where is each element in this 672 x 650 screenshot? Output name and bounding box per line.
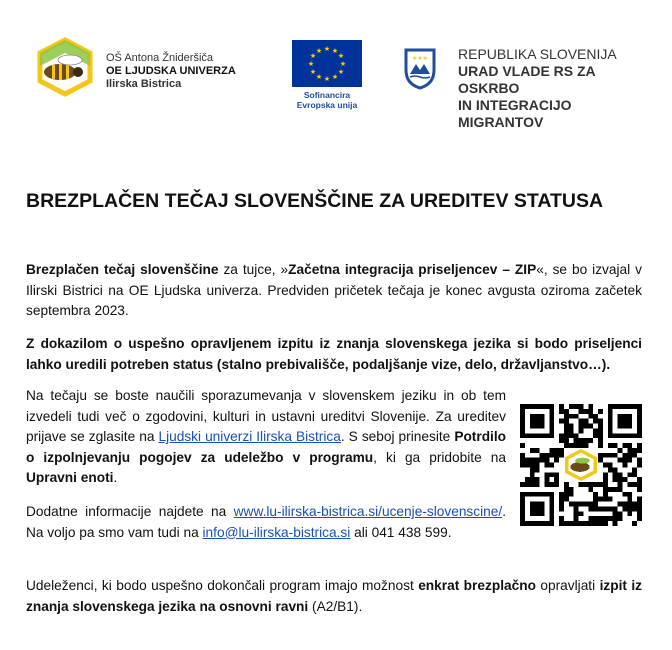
program-name-bold: Začetna integracija priseljencev – ZIP — [288, 262, 537, 277]
course-info-paragraph — [26, 386, 506, 489]
svg-text:★: ★ — [339, 60, 347, 68]
svg-text:★: ★ — [315, 47, 323, 55]
status-paragraph: Z dokazilom o uspešno opravljenem izpitu iz znanja slovenskega jezika si bodo priseljenci lahko uredili potreben status (stalno prebivališče, podaljšanje vize, delo, državljanstvo…). — [26, 336, 642, 372]
eu-caption-line1: Sofinancira — [303, 90, 351, 100]
school-bee-logo-icon — [30, 36, 100, 98]
exam-text-3: (A2/B1). — [308, 598, 363, 614]
course-info-text-2: . S seboj prinesite — [340, 429, 455, 444]
svg-text:★★★: ★★★ — [411, 55, 429, 62]
contact-text-3: ali 041 438 599. — [350, 524, 452, 540]
exam-text-2: opravljati — [535, 578, 600, 593]
course-info-text-4: . — [113, 470, 118, 485]
school-unit: OE LJUDSKA UNIVERZA — [106, 65, 236, 77]
gov-line3: IN INTEGRACIJO MIGRANTOV — [458, 97, 572, 130]
course-name-bold: Brezplačen tečaj slovenščine — [26, 262, 219, 277]
gov-line1: REPUBLIKA SLOVENIJA — [458, 46, 617, 62]
svg-text:★: ★ — [323, 45, 331, 53]
website-link[interactable]: www.lu-ilirska-bistrica.si/ucenje-slovenscine/ — [233, 504, 503, 519]
exam-paragraph — [26, 576, 642, 617]
course-info-text-1: Na tečaju se boste naučili sporazumevanja v slovenskem jeziku in ob tem izvedeli tudi več o zgodovini, kulturi in ustavni ureditvi Slovenije. Za ureditev prijave se zglasite na — [26, 388, 506, 444]
intro-paragraph — [26, 260, 642, 322]
contact-paragraph — [26, 502, 506, 543]
svg-text:★: ★ — [309, 68, 317, 76]
government-logo — [400, 44, 660, 130]
exam-text-1: Udeleženci, ki bodo uspešno dokončali program imajo možnost — [26, 578, 419, 593]
intro-text-1: za tujce, » — [218, 262, 289, 277]
gov-line2: URAD VLADE RS ZA OSKRBO — [458, 63, 596, 96]
document-title: BREZPLAČEN TEČAJ SLOVENŠČINE ZA UREDITEV STATUSA — [26, 190, 604, 212]
eu-logo — [292, 40, 362, 120]
slovenia-coat-of-arms-icon — [402, 46, 438, 90]
svg-text:★: ★ — [307, 60, 315, 68]
ljudska-univerza-link[interactable]: Ljudski univerzi Ilirska Bistrica — [158, 429, 341, 444]
svg-text:★: ★ — [315, 73, 323, 81]
svg-text:★: ★ — [331, 73, 339, 81]
free-once-bold: enkrat brezplačno — [418, 578, 536, 593]
svg-text:★: ★ — [337, 52, 345, 60]
course-info-text-3: , ki ga pridobite na — [373, 449, 507, 465]
svg-text:★: ★ — [309, 52, 317, 60]
eu-flag-icon — [292, 40, 362, 87]
contact-text-2: . Na voljo pa smo vam tudi na — [26, 504, 506, 540]
school-logo — [30, 36, 250, 96]
qr-code-icon[interactable] — [520, 404, 642, 526]
eu-caption-line2: Evropska unija — [296, 100, 358, 110]
svg-text:★: ★ — [323, 75, 331, 83]
contact-text-1: Dodatne informacije najdete na — [26, 504, 234, 519]
svg-text:★: ★ — [337, 68, 345, 76]
email-link[interactable]: info@lu-ilirska-bistrica.si — [202, 524, 351, 540]
school-town: Ilirska Bistrica — [106, 78, 182, 90]
exam-level-bold: izpit iz znanja slovenskega jezika na osnovni ravni — [26, 578, 643, 614]
certificate-bold: Potrdilo o izpolnjevanju pogojev za udeležbo v programu — [26, 429, 507, 465]
upravna-enota-bold: Upravni enoti — [26, 470, 114, 485]
svg-text:★: ★ — [331, 47, 339, 55]
intro-text-2: «, se bo izvajal v Ilirski Bistrici na OE Ljudska univerza. Predviden pričetek tečaja je konec avgusta oziroma začetek septembra 2023. — [26, 262, 642, 318]
school-name: OŠ Antona Žnideršiča — [106, 52, 214, 64]
